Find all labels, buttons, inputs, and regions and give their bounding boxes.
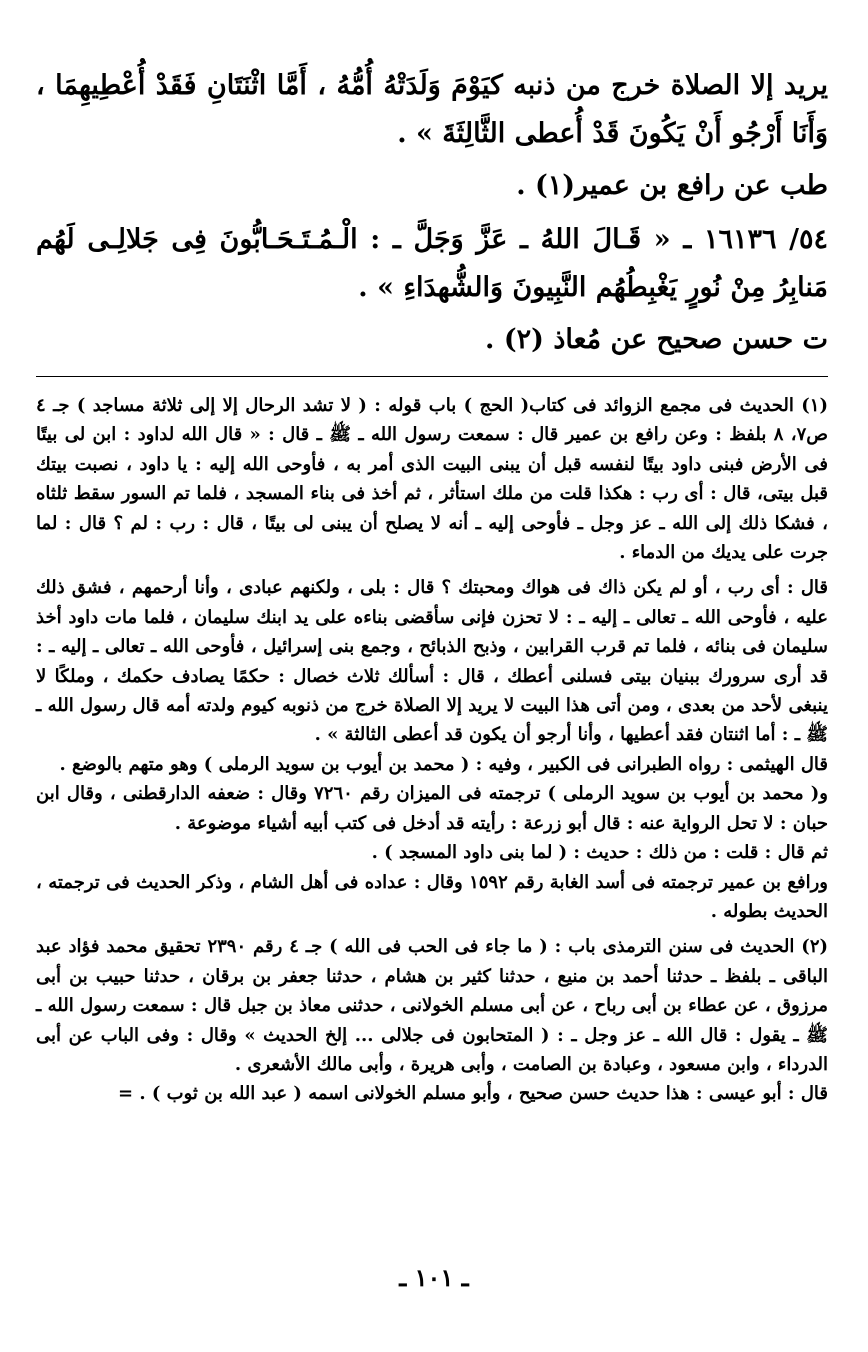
footnote-paragraph: و( محمد بن أيوب بن سويد الرملى ) ترجمته فى الميزان رقم ٧٢٦٠ وقال : ضعفه الدارقطنى ، وقال ابن حبان : لا تحل الرواية عنه : قال أبو زرعة : رأيته قد أدخل فى كتب أبيه أشياء موضوعة .: [36, 783, 828, 834]
hadith-text: ٥٤/ ١٦١٣٦ ـ « قَـالَ اللهُ ـ عَزَّ وَجَلَّ ـ : الْـمُـتَـحَـابُّونَ فِى جَلالِـى لَهُم مَنابِرُ مِنْ نُورٍ يَغْبِطُهُم النَّبِيونَ وَالشُّهدَاءِ » .: [36, 224, 829, 303]
main-text: [36, 62, 828, 364]
footnote-paragraph: ثم قال : قلت : من ذلك : حديث : ( لما بنى داود المسجد ) .: [371, 842, 828, 864]
footnote-2: [36, 932, 828, 1108]
footnote-paragraph: قال : أى رب ، أو لم يكن ذاك فى هواك ومحبتك ؟ قال : بلى ، ولكنهم عبادى ، وأنا أرحمهم ، فشق ذلك عليه ، فأوحى الله ـ تعالى ـ إليه ـ : لا تحزن فإنى سأقضى بناءه على يد ابنك سليمان ، فلما مات داود أخذ سليمان فى بنائه ، فلما تم قرب القرابين ، وذبح الذبائح ، وجمع بنى إسرائيل ، فأوحى الله ـ تعالى ـ إليه ـ : قد أرى سرورك ببنيان بيتى فسلنى أعطك ، قال : أسألك ثلاث خصال : حكمًا يصادف حكمك ، وملكًا لا ينبغى لأحد من بعدى ، ومن أتى هذا البيت لا يريد إلا الصلاة خرج من ذنوبه كيوم ولدته أمه قال رسول الله ـ ﷺ ـ : أما اثنتان فقد أعطيها ، وأنا أرجو أن يكون قد أعطى الثالثة » .: [36, 577, 828, 746]
hadith-source-reference: طب عن رافع بن عمير(١) .: [516, 170, 828, 201]
footnote-paragraph: (٢) الحديث فى سنن الترمذى باب : ( ما جاء فى الحب فى الله ) جـ ٤ رقم ٢٣٩٠ تحقيق محمد فؤاد عبد الباقى ـ بلفظ ـ حدثنا أحمد بن منيع ، حدثنا كثير بن هشام ، حدثنا جعفر بن برقان ، حدثنا حبيب بن أبى مرزوق ، عن عطاء بن أبى رباح ، عن أبى مسلم الخولانى ، حدثنى معاذ بن جبل قال : سمعت رسول الله ـ ﷺ ـ يقول : قال الله ـ عز وجل ـ : ( المتحابون فى جلالى ... إلخ الحديث » وقال : وفى الباب عن أبى الدرداء ، وابن مسعود ، وعبادة بن الصامت ، وأبى هريرة ، وأبى مالك الأشعرى .: [36, 936, 829, 1075]
hadith-grade-reference: ت حسن صحيح عن مُعاذ (٢) .: [485, 324, 828, 355]
hadith-text-continuation: يريد إلا الصلاة خرج من ذنبه كيَوْمَ وَلَدَتْهُ أُمُّهُ ، أَمَّا اثْنَتَانِ فَقَدْ أُعْطِيهِمَا ، وَأَنَا أَرْجُو أَنْ يَكُونَ قَدْ أُعطى الثَّالِثَةَ » .: [36, 70, 828, 149]
footnote-separator: [36, 376, 828, 377]
footnote-1: [36, 391, 828, 926]
footnote-paragraph: قال : أبو عيسى : هذا حديث حسن صحيح ، وأبو مسلم الخولانى اسمه ( عبد الله بن ثوب ) . =: [118, 1083, 828, 1105]
page-number: ـ ١٠١ ـ: [399, 1263, 469, 1292]
footnote-paragraph: ورافع بن عمير ترجمته فى أسد الغابة رقم ١٥٩٢ وقال : عداده فى أهل الشام ، وذكر الحديث فى ترجمته ، الحديث بطوله .: [36, 871, 828, 922]
footnote-paragraph: (١) الحديث فى مجمع الزوائد فى كتاب( الحج ) باب قوله : ( لا تشد الرحال إلا إلى ثلاثة مساجد ) جـ ٤ ص٧، ٨ بلفظ : وعن رافع بن عمير قال : سمعت رسول الله ـ ﷺ ـ قال : « قال الله لداود : ابن لى بيتًا فى الأرض فبنى داود بيتًا لنفسه قبل أن يبنى البيت الذى أمر به ، فأوحى الله إليه : يا داود ، نصبت بيتك قبل بيتى، قال : أى رب : هكذا قلت من ملك استأثر ، ثم أخذ فى بناء المسجد ، فلما تم السور سقط ثلثاه ، فشكا ذلك إلى الله ـ عز وجل ـ فأوحى إليه ـ أنه لا يصلح أن يبنى لى بيتًا ، قال : رب : لم ؟ قال : لما جرت على يديك من الدماء .: [36, 395, 828, 564]
footnote-paragraph: قال الهيثمى : رواه الطبرانى فى الكبير ، وفيه : ( محمد بن أيوب بن سويد الرملى ) وهو متهم بالوضع .: [59, 753, 828, 775]
footnotes: [36, 391, 828, 1109]
